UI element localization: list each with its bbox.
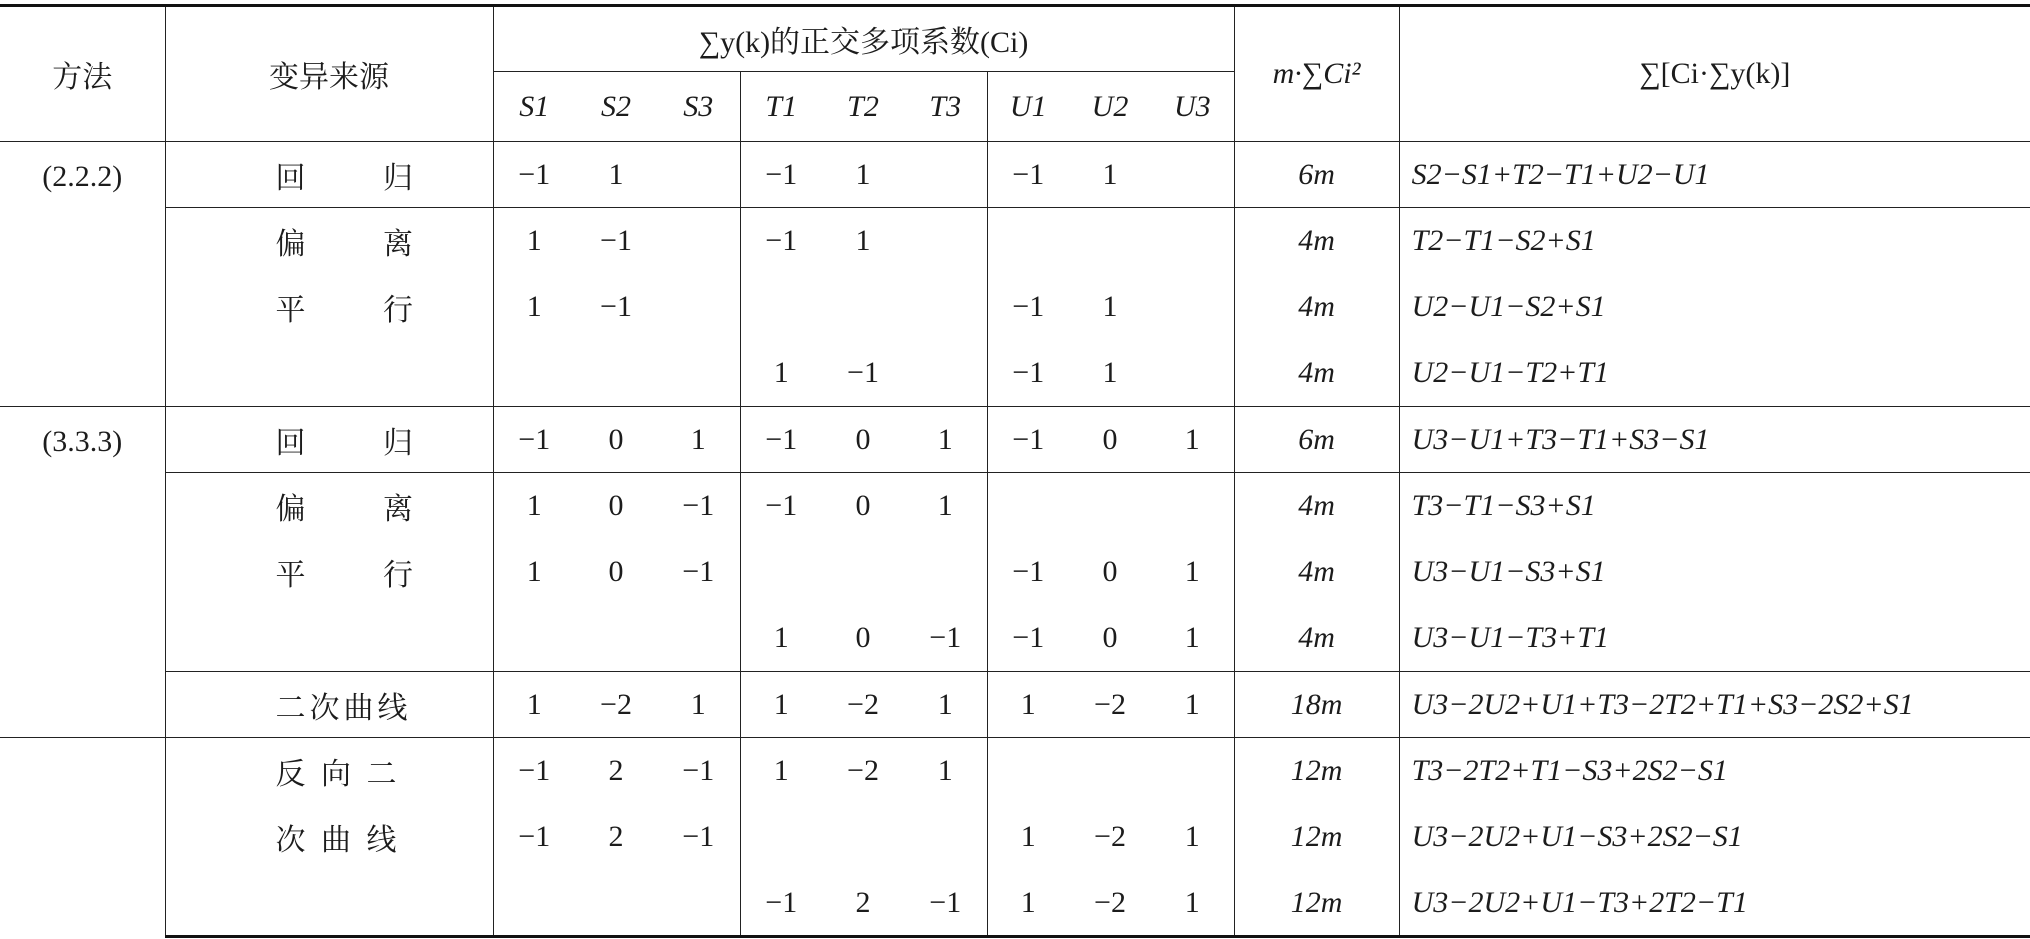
coef-cell: 1 — [1102, 356, 1118, 390]
coef-cell: −1 — [740, 473, 822, 539]
coef-cell: 1 — [1151, 672, 1234, 738]
source-cell: 偏 离 — [165, 473, 493, 539]
sum-of-squares-cell: 4m — [1234, 274, 1399, 340]
source-cell: 回 归 — [165, 142, 493, 208]
coef-cell: 0 — [855, 621, 871, 655]
coef-cell — [493, 340, 575, 406]
coef-cell: −1 — [493, 142, 575, 208]
table-row — [0, 142, 2030, 208]
sum-of-squares-cell: 4m — [1234, 208, 1399, 274]
header-sum-of-squares: m·∑Ci² — [1234, 6, 1399, 142]
method-cell: (3.3.3) — [0, 407, 165, 473]
coef-cell: −1 — [493, 738, 575, 804]
col-header: T3 — [929, 89, 962, 123]
coef-cell: 0 — [1102, 555, 1118, 589]
header-method: 方法 — [0, 6, 165, 142]
sum-of-squares-cell: 18m — [1234, 672, 1399, 738]
coef-cell — [1069, 208, 1151, 274]
coef-cell: 1 — [657, 672, 740, 738]
coef-cell — [1151, 274, 1234, 340]
source-cell: 反 向 二 — [165, 738, 493, 804]
coef-cell — [1069, 738, 1151, 804]
coef-cell: 1 — [904, 672, 987, 738]
sum-of-squares-cell: 4m — [1234, 340, 1399, 406]
coef-cell: 1 — [987, 870, 1069, 936]
contrast-expression: U3−U1−T3+T1 — [1399, 605, 2030, 671]
source-cell: 偏 离 — [165, 208, 493, 274]
coef-cell: −1 — [682, 555, 715, 589]
table-row — [0, 738, 2030, 804]
coef-cell — [987, 208, 1069, 274]
coef-cell — [657, 208, 740, 274]
col-header: U1 — [987, 72, 1069, 142]
source-cell: 平 行 — [165, 274, 493, 340]
coef-cell — [904, 340, 987, 406]
coef-cell: −1 — [987, 274, 1069, 340]
coef-cell: −1 — [847, 356, 879, 390]
col-header: U3 — [1173, 89, 1211, 123]
coef-cell: −1 — [657, 738, 740, 804]
table-row — [0, 870, 2030, 936]
coef-cell: −2 — [1094, 820, 1126, 854]
coef-cell: 1 — [1151, 870, 1234, 936]
coef-cell: −1 — [987, 539, 1069, 605]
coef-cell: −1 — [600, 290, 632, 324]
source-cell: 次 曲 线 — [165, 804, 493, 870]
coef-cell: 1 — [822, 208, 904, 274]
header-contrast: ∑[Ci·∑y(k)] — [1399, 6, 2030, 142]
coef-cell: 1 — [493, 672, 575, 738]
coef-cell: −2 — [1069, 870, 1151, 936]
contrast-expression: T3−2T2+T1−S3+2S2−S1 — [1399, 738, 2030, 804]
coef-cell: −1 — [904, 870, 987, 936]
coef-cell: −1 — [740, 407, 822, 473]
coef-cell: 1 — [904, 738, 987, 804]
coef-cell: 1 — [1184, 555, 1200, 589]
coef-cell: 1 — [493, 208, 575, 274]
coef-cell — [657, 340, 740, 406]
coef-cell: 1 — [740, 738, 822, 804]
coef-cell: −1 — [987, 605, 1069, 671]
coef-cell — [904, 804, 987, 870]
col-header: S1 — [493, 72, 575, 142]
coef-cell: −1 — [682, 820, 715, 854]
coef-cell: 1 — [493, 274, 575, 340]
method-cell: (2.2.2) — [0, 142, 165, 208]
coef-cell: 2 — [608, 820, 624, 854]
coef-cell: −1 — [987, 340, 1069, 406]
col-header: T2 — [847, 89, 879, 123]
coef-cell: 1 — [575, 142, 657, 208]
contrast-expression: T2−T1−S2+S1 — [1399, 208, 2030, 274]
coef-cell — [1151, 738, 1234, 804]
method-cell — [0, 473, 165, 738]
coef-cell — [657, 605, 740, 671]
coef-cell: −1 — [657, 473, 740, 539]
coef-cell — [822, 274, 904, 340]
coef-cell: −1 — [987, 142, 1069, 208]
coef-cell — [657, 142, 740, 208]
header-source: 变异来源 — [165, 6, 493, 142]
coef-cell — [987, 473, 1069, 539]
coef-cell — [1151, 473, 1234, 539]
coef-cell — [987, 738, 1069, 804]
coef-cell: −2 — [1069, 672, 1151, 738]
contrast-expression: U3−U1+T3−T1+S3−S1 — [1399, 407, 2030, 473]
coef-cell — [575, 605, 657, 671]
contrast-expression: U3−U1−S3+S1 — [1399, 539, 2030, 605]
coef-cell: −1 — [929, 621, 962, 655]
coef-cell — [493, 605, 575, 671]
coef-cell — [822, 804, 904, 870]
coef-cell: 1 — [1069, 142, 1151, 208]
coef-cell — [904, 539, 987, 605]
coef-cell: −1 — [740, 142, 822, 208]
col-header: S3 — [683, 89, 714, 123]
sum-of-squares-cell: 12m — [1234, 804, 1399, 870]
coef-cell: −2 — [575, 672, 657, 738]
source-cell: 二次曲线 — [165, 672, 493, 738]
coef-cell: 1 — [740, 672, 822, 738]
coef-cell — [575, 870, 657, 936]
coef-cell — [1069, 473, 1151, 539]
coef-cell: −2 — [822, 672, 904, 738]
coef-cell — [904, 142, 987, 208]
sum-of-squares-cell: 6m — [1234, 407, 1399, 473]
coef-cell: 1 — [822, 142, 904, 208]
header-coefficients: ∑y(k)的正交多项系数(Ci) — [493, 6, 1234, 72]
coef-cell: 0 — [608, 555, 624, 589]
col-header: U2 — [1091, 89, 1129, 123]
coef-cell — [822, 539, 904, 605]
coef-cell: 1 — [657, 407, 740, 473]
sum-of-squares-cell: 6m — [1234, 142, 1399, 208]
table-row — [0, 274, 2030, 340]
coef-cell: 1 — [987, 672, 1069, 738]
coef-cell: 0 — [822, 473, 904, 539]
coef-cell: −1 — [493, 804, 575, 870]
coef-cell: 1 — [740, 605, 822, 671]
method-cell — [0, 208, 165, 407]
table-row — [0, 804, 2030, 870]
coef-cell: 0 — [1069, 407, 1151, 473]
table-row — [0, 407, 2030, 473]
coef-cell: −1 — [575, 208, 657, 274]
contrast-expression: U3−2U2+U1−S3+2S2−S1 — [1399, 804, 2030, 870]
coef-cell: 1 — [1184, 820, 1200, 854]
method-cell — [0, 738, 165, 937]
coef-cell: 1 — [740, 340, 822, 406]
coef-cell — [657, 870, 740, 936]
coef-cell: 0 — [575, 473, 657, 539]
table-row — [0, 539, 2030, 605]
source-cell: 平 行 — [165, 539, 493, 605]
coef-cell: 1 — [1102, 290, 1118, 324]
table-row — [0, 672, 2030, 738]
sum-of-squares-cell: 4m — [1234, 605, 1399, 671]
coef-cell — [1151, 208, 1234, 274]
coef-cell — [493, 870, 575, 936]
coef-cell: −1 — [740, 870, 822, 936]
coef-cell: 0 — [1102, 621, 1118, 655]
sum-of-squares-cell: 12m — [1234, 738, 1399, 804]
coef-cell: 2 — [822, 870, 904, 936]
coef-cell: −1 — [740, 208, 822, 274]
coef-cell: 1 — [493, 473, 575, 539]
coef-cell: −1 — [987, 407, 1069, 473]
col-header: T1 — [740, 72, 822, 142]
coef-cell: 1 — [1151, 407, 1234, 473]
col-header: S2 — [601, 89, 631, 123]
coef-cell — [740, 804, 822, 870]
coef-cell — [740, 274, 822, 340]
coef-cell — [575, 340, 657, 406]
coef-cell — [904, 208, 987, 274]
coef-cell: 0 — [822, 407, 904, 473]
contrast-expression: U3−2U2+U1+T3−2T2+T1+S3−2S2+S1 — [1399, 672, 2030, 738]
source-cell — [165, 870, 493, 936]
coef-cell: 0 — [575, 407, 657, 473]
coefficient-table — [0, 4, 2030, 938]
coef-cell: 1 — [904, 407, 987, 473]
contrast-expression: U2−U1−S2+S1 — [1399, 274, 2030, 340]
coef-cell — [657, 274, 740, 340]
coef-cell: 1 — [493, 539, 575, 605]
coef-cell — [1151, 142, 1234, 208]
source-cell: 回 归 — [165, 407, 493, 473]
table-row — [0, 473, 2030, 539]
contrast-expression: S2−S1+T2−T1+U2−U1 — [1399, 142, 2030, 208]
coef-cell: 1 — [987, 804, 1069, 870]
source-cell — [165, 605, 493, 671]
coef-cell — [1151, 340, 1234, 406]
coef-cell: −1 — [493, 407, 575, 473]
coef-cell: 1 — [904, 473, 987, 539]
sum-of-squares-cell: 4m — [1234, 473, 1399, 539]
table-row — [0, 208, 2030, 274]
sum-of-squares-cell: 12m — [1234, 870, 1399, 936]
coef-cell: 1 — [1184, 621, 1200, 655]
table-row — [0, 605, 2030, 671]
coef-cell: 2 — [575, 738, 657, 804]
source-cell — [165, 340, 493, 406]
table-row — [0, 340, 2030, 406]
contrast-expression: U2−U1−T2+T1 — [1399, 340, 2030, 406]
contrast-expression: U3−2U2+U1−T3+2T2−T1 — [1399, 870, 2030, 936]
sum-of-squares-cell: 4m — [1234, 539, 1399, 605]
coef-cell — [904, 274, 987, 340]
coef-cell — [740, 539, 822, 605]
coef-cell: −2 — [822, 738, 904, 804]
contrast-expression: T3−T1−S3+S1 — [1399, 473, 2030, 539]
